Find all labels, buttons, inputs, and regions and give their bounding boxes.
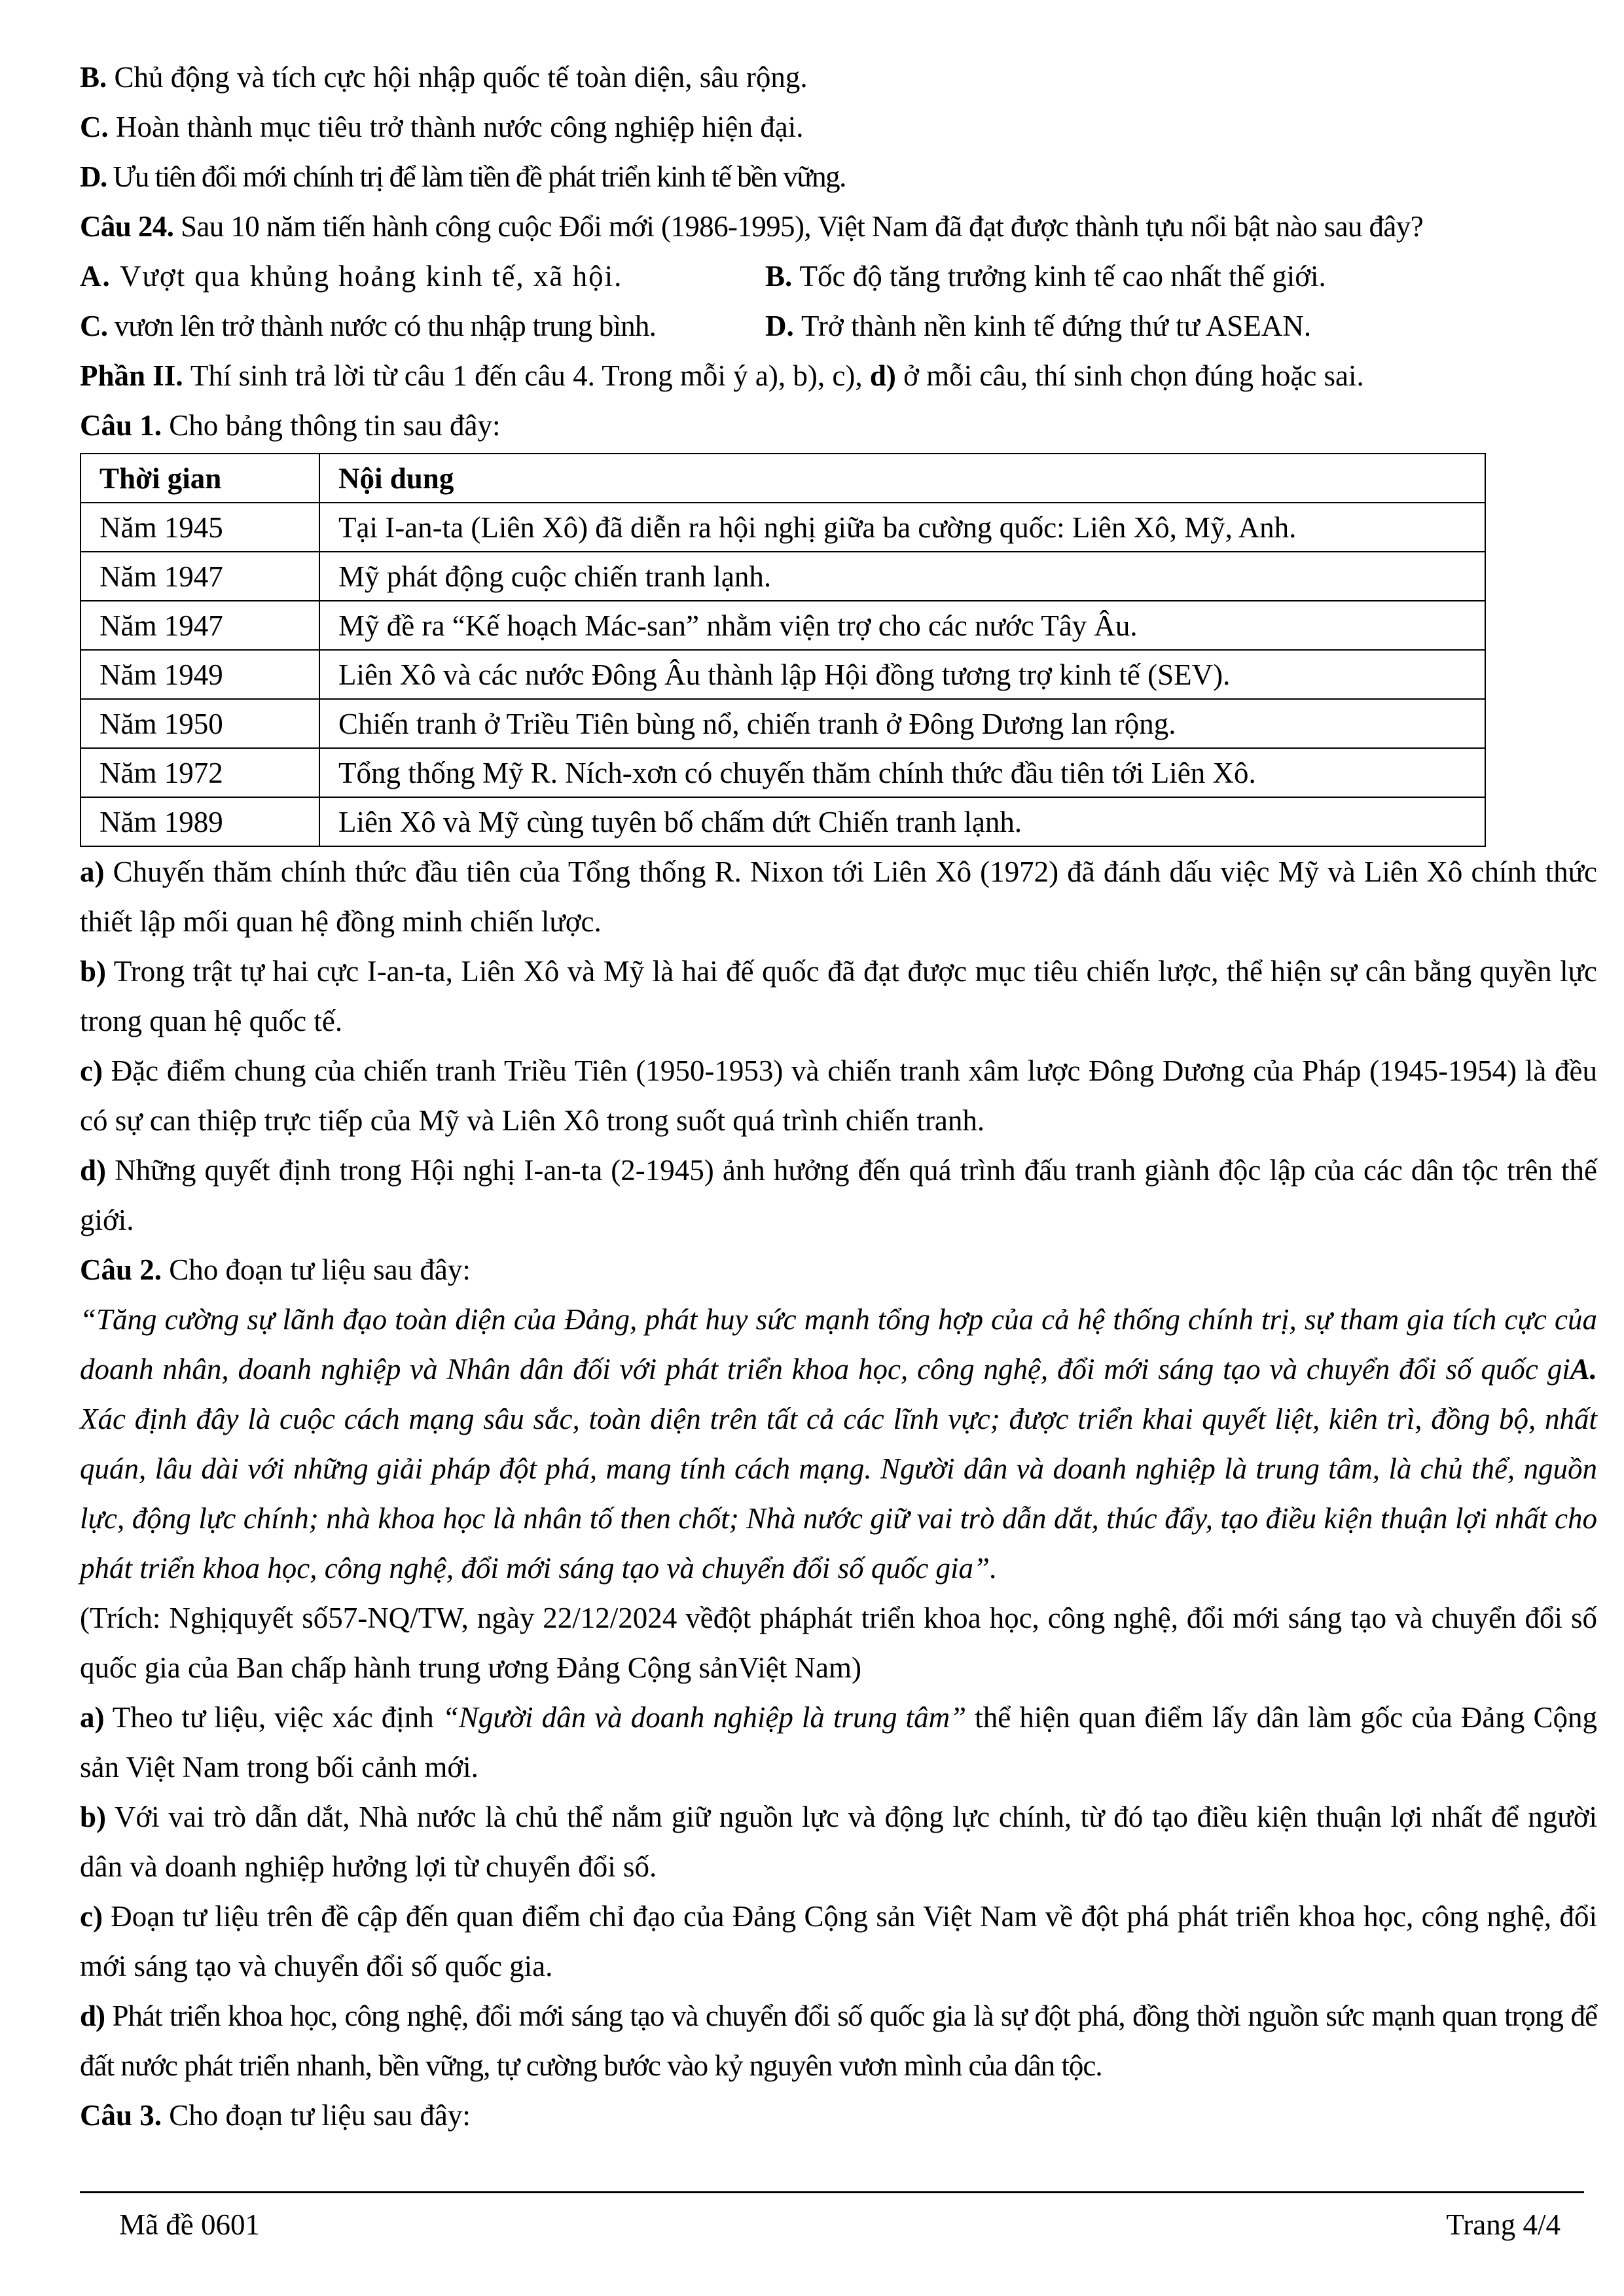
- q24-question: Câu 24. Sau 10 năm tiến hành công cuộc Đổi mới (1986-1995), Việt Nam đã đạt được thành tựu nổi bật nào sau đây?: [80, 210, 1424, 243]
- table-cell-time: Năm 1947: [81, 552, 319, 601]
- c1-info-table: [80, 453, 1486, 847]
- exam-page: [80, 52, 1597, 2140]
- q23-option-d: D. Ưu tiên đổi mới chính trị để làm tiền đề phát triển kinh tế bền vững.: [80, 160, 846, 193]
- table-row: [81, 503, 1485, 552]
- exam-code: Mã đề 0601: [119, 2208, 260, 2241]
- q24-options-row-1: [80, 251, 1597, 301]
- table-header-time: Thời gian: [81, 454, 319, 503]
- table-cell-content: Liên Xô và Mỹ cùng tuyên bố chấm dứt Chiến tranh lạnh.: [319, 797, 1485, 846]
- c1-statement-d: d) Những quyết định trong Hội nghị I-an-ta (2-1945) ảnh hưởng đến quá trình đấu tranh giành độc lập của các dân tộc trên thế giới.: [80, 1154, 1598, 1236]
- q24-option-b: B. Tốc độ tăng trưởng kinh tế cao nhất thế giới.: [765, 260, 1326, 293]
- c1-statement-b: b) Trong trật tự hai cực I-an-ta, Liên Xô và Mỹ là hai đế quốc đã đạt được mục tiêu chiến lược, thể hiện sự cân bằng quyền lực trong quan hệ quốc tế.: [80, 955, 1598, 1037]
- table-row: [81, 797, 1485, 846]
- table-cell-time: Năm 1945: [81, 503, 319, 552]
- page-footer: [80, 2191, 1584, 2241]
- table-row: [81, 650, 1485, 699]
- page-number: Trang 4/4: [1446, 2208, 1561, 2241]
- table-header-row: [81, 454, 1485, 503]
- table-cell-content: Mỹ đề ra “Kế hoạch Mác-san” nhằm viện trợ cho các nước Tây Âu.: [319, 601, 1485, 650]
- q24-options-row-2: [80, 301, 1597, 351]
- table-cell-time: Năm 1972: [81, 748, 319, 797]
- table-cell-time: Năm 1989: [81, 797, 319, 846]
- table-row: [81, 748, 1485, 797]
- c1-intro: Câu 1. Cho bảng thông tin sau đây:: [80, 409, 501, 442]
- table-header-content: Nội dung: [319, 454, 1485, 503]
- table-row: [81, 552, 1485, 601]
- c1-statement-c: c) Đặc điểm chung của chiến tranh Triều Tiên (1950-1953) và chiến tranh xâm lược Đông Dương của Pháp (1945-1954) là đều có sự can thiệp trực tiếp của Mỹ và Liên Xô trong suốt quá trình chiến tranh.: [80, 1054, 1598, 1137]
- c3-intro: Câu 3. Cho đoạn tư liệu sau đây:: [80, 2099, 471, 2132]
- table-cell-time: Năm 1947: [81, 601, 319, 650]
- table-cell-time: Năm 1949: [81, 650, 319, 699]
- q24-option-c: C. vươn lên trở thành nước có thu nhập trung bình.: [80, 310, 657, 342]
- q23-option-b: B. Chủ động và tích cực hội nhập quốc tế toàn diện, sâu rộng.: [80, 61, 808, 94]
- c2-quote: “Tăng cường sự lãnh đạo toàn diện của Đảng, phát huy sức mạnh tổng hợp của cả hệ thống chính trị, sự tham gia tích cực của doanh nhân, doanh nghiệp và Nhân dân đối với phát triển khoa học, công nghệ, đổi mới sáng tạo và chuyển đổi số quốc giA. Xác định đây là cuộc cách mạng sâu sắc, toàn diện trên tất cả các lĩnh vực; được triển khai quyết liệt, kiên trì, đồng bộ, nhất quán, lâu dài với những giải pháp đột phá, mang tính cách mạng. Người dân và doanh nghiệp là trung tâm, là chủ thể, nguồn lực, động lực chính; nhà khoa học là nhân tố then chốt; Nhà nước giữ vai trò dẫn dắt, thúc đẩy, tạo điều kiện thuận lợi nhất cho phát triển khoa học, công nghệ, đổi mới sáng tạo và chuyển đổi số quốc gia”.: [80, 1303, 1597, 1585]
- q23-option-c: C. Hoàn thành mục tiêu trở thành nước công nghiệp hiện đại.: [80, 111, 804, 143]
- c2-statement-b: b) Với vai trò dẫn dắt, Nhà nước là chủ thể nắm giữ nguồn lực và động lực chính, từ đó tạo điều kiện thuận lợi nhất để người dân và doanh nghiệp hưởng lợi từ chuyển đổi số.: [80, 1801, 1597, 1883]
- table-cell-content: Liên Xô và các nước Đông Âu thành lập Hội đồng tương trợ kinh tế (SEV).: [319, 650, 1485, 699]
- q24-option-a: A. Vượt qua khủng hoảng kinh tế, xã hội.: [80, 260, 623, 293]
- table-row: [81, 601, 1485, 650]
- part2-instructions: Phần II. Thí sinh trả lời từ câu 1 đến câu 4. Trong mỗi ý a), b), c), d) ở mỗi câu, thí sinh chọn đúng hoặc sai.: [80, 359, 1364, 392]
- table-cell-content: Tổng thống Mỹ R. Ních-xơn có chuyến thăm chính thức đầu tiên tới Liên Xô.: [319, 748, 1485, 797]
- table-cell-content: Mỹ phát động cuộc chiến tranh lạnh.: [319, 552, 1485, 601]
- c1-statement-a: a) Chuyến thăm chính thức đầu tiên của Tổng thống R. Nixon tới Liên Xô (1972) đã đánh dấu việc Mỹ và Liên Xô chính thức thiết lập mối quan hệ đồng minh chiến lược.: [80, 855, 1597, 938]
- table-cell-content: Tại I-an-ta (Liên Xô) đã diễn ra hội nghị giữa ba cường quốc: Liên Xô, Mỹ, Anh.: [319, 503, 1485, 552]
- c2-statement-c: c) Đoạn tư liệu trên đề cập đến quan điểm chỉ đạo của Đảng Cộng sản Việt Nam về đột phá phát triển khoa học, công nghệ, đổi mới sáng tạo và chuyển đổi số quốc gia.: [80, 1900, 1597, 1982]
- c2-intro: Câu 2. Cho đoạn tư liệu sau đây:: [80, 1253, 471, 1286]
- c2-source: (Trích: Nghịquyết số57-NQ/TW, ngày 22/12/2024 vềđột pháphát triển khoa học, công nghệ, đổi mới sáng tạo và chuyển đổi số quốc gia của Ban chấp hành trung ương Đảng Cộng sảnViệt Nam): [80, 1602, 1597, 1684]
- c2-statement-a: a) Theo tư liệu, việc xác định “Người dân và doanh nghiệp là trung tâm” thể hiện quan điểm lấy dân làm gốc của Đảng Cộng sản Việt Nam trong bối cảnh mới.: [80, 1701, 1597, 1784]
- table-cell-content: Chiến tranh ở Triều Tiên bùng nổ, chiến tranh ở Đông Dương lan rộng.: [319, 699, 1485, 748]
- c2-statement-d: d) Phát triển khoa học, công nghệ, đổi mới sáng tạo và chuyển đổi số quốc gia là sự đột phá, đồng thời nguồn sức mạnh quan trọng để đất nước phát triển nhanh, bền vững, tự cường bước vào kỷ nguyên vươn mình của dân tộc.: [80, 2000, 1598, 2082]
- table-row: [81, 699, 1485, 748]
- table-cell-time: Năm 1950: [81, 699, 319, 748]
- q24-option-d: D. Trở thành nền kinh tế đứng thứ tư ASEAN.: [765, 310, 1312, 342]
